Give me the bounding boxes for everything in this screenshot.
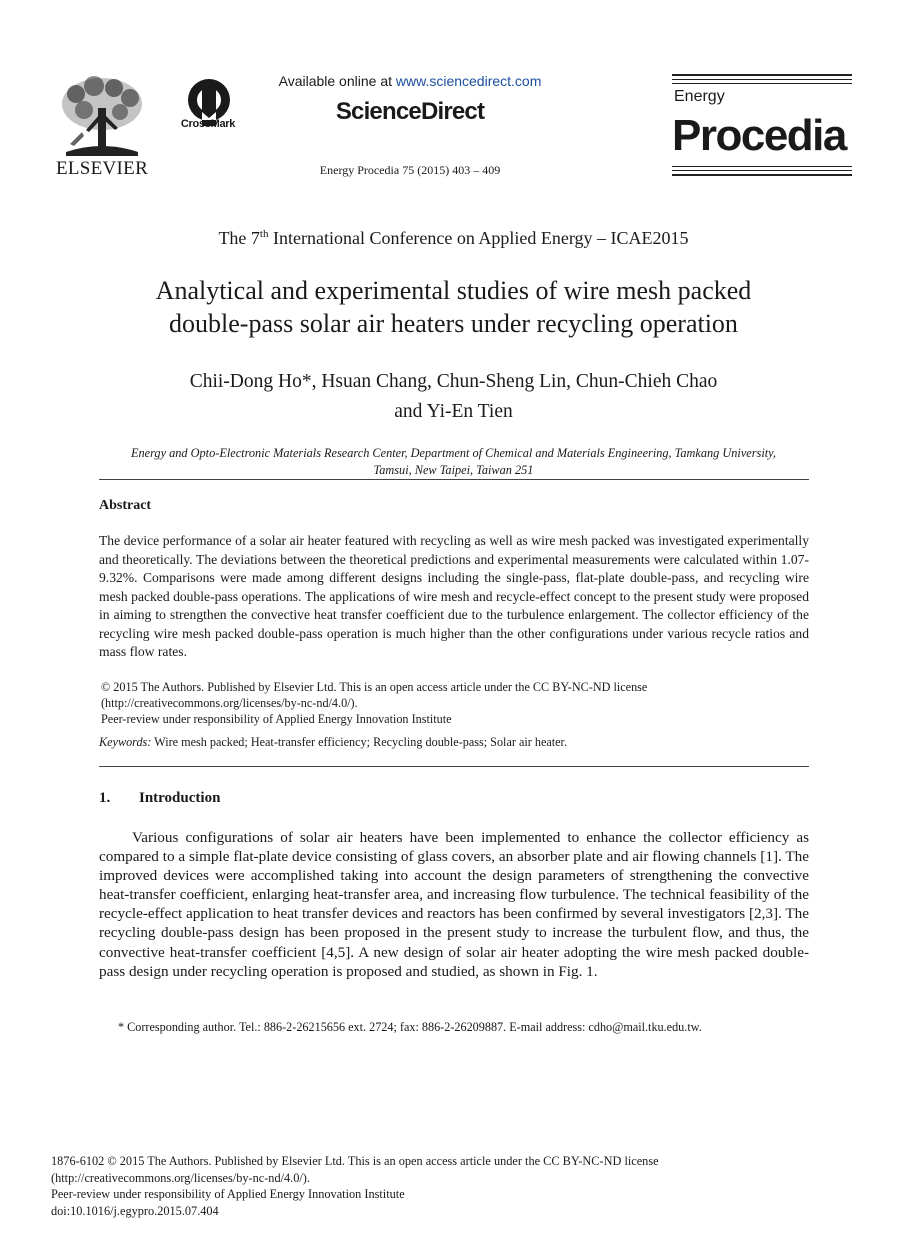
keywords bbox=[99, 735, 809, 750]
abstract-body: The device performance of a solar air heater featured with recycling as well as wire mesh packed was investigated experimentally and theoretically. The deviations between the theoretical predictions and experimental measurements were calculated within 1.07-9.32%. Comparisons were made among different designs including the single-pass, flat-plate double-pass, and recycling wire mesh packed double-pass operations. The applications of wire mesh and recycle-effect concept to the present study were proposed in aiming to strengthen the convective heat transfer coefficient due to the turbulence enlargement. The collector efficiency of the recycling wire mesh packed double-pass operation is much higher than the other configurations under various recycle ratios and mass flow rates. bbox=[99, 533, 809, 659]
author-line: Chii-Dong Ho*, Hsuan Chang, Chun-Sheng Lin, Chun-Chieh Chao bbox=[189, 371, 718, 392]
crossmark-label: CrossMark bbox=[180, 118, 236, 130]
footer-line: Peer-review under responsibility of Applied Energy Innovation Institute bbox=[51, 1187, 405, 1202]
title-line: double-pass solar air heaters under recycling operation bbox=[169, 309, 738, 338]
affiliation bbox=[98, 445, 809, 479]
copyright-line: © 2015 The Authors. Published by Elsevier Ltd. This is an open access article under the CC BY-NC-ND license bbox=[101, 680, 648, 694]
title-line: Analytical and experimental studies of wire mesh packed bbox=[155, 276, 752, 305]
available-prefix: Available online at bbox=[278, 73, 396, 89]
authors bbox=[100, 367, 807, 427]
logo-rule bbox=[672, 170, 852, 171]
journal-logo bbox=[672, 74, 852, 178]
affiliation-line: Tamsui, New Taipei, Taiwan 251 bbox=[373, 463, 534, 477]
abstract-heading: Abstract bbox=[99, 498, 152, 513]
sciencedirect-link[interactable]: www.sciencedirect.com bbox=[395, 73, 542, 89]
paper-title bbox=[100, 274, 807, 340]
section-heading bbox=[99, 790, 220, 807]
elsevier-logo bbox=[52, 74, 152, 178]
keywords-text: Wire mesh packed; Heat-transfer efficiency; Recycling double-pass; Solar air heater. bbox=[151, 735, 567, 749]
journal-logo-small: Energy bbox=[674, 88, 725, 105]
platform-name: ScienceDirect bbox=[335, 98, 485, 125]
section-number: 1. bbox=[99, 790, 111, 806]
section-title: Introduction bbox=[139, 790, 221, 806]
copyright-notice bbox=[101, 679, 801, 727]
footer-line: 1876-6102 © 2015 The Authors. Published by Elsevier Ltd. This is an open access article under the CC BY-NC-ND license bbox=[51, 1154, 659, 1168]
footer-license-link[interactable]: (http://creativecommons.org/licenses/by-nc-nd/4.0/). bbox=[51, 1170, 310, 1185]
license-link[interactable]: (http://creativecommons.org/licenses/by-nc-nd/4.0/). bbox=[101, 696, 358, 710]
affiliation-line: Energy and Opto-Electronic Materials Research Center, Department of Chemical and Materials Engineering, Tamkang University, bbox=[130, 446, 777, 460]
author-line: and Yi-En Tien bbox=[394, 401, 513, 422]
logo-rule bbox=[672, 83, 852, 84]
logo-rule bbox=[672, 166, 852, 167]
doi[interactable]: doi:10.1016/j.egypro.2015.07.404 bbox=[51, 1203, 219, 1218]
corresponding-author-note: * Corresponding author. Tel.: 886-2-26215656 ext. 2724; fax: 886-2-26209887. E-mail address: cdho@mail.tku.edu.tw. bbox=[118, 1020, 702, 1034]
logo-rule bbox=[672, 74, 852, 76]
keywords-label: Keywords: bbox=[99, 735, 152, 749]
logo-rule bbox=[672, 79, 852, 80]
journal-reference: Energy Procedia 75 (2015) 403 – 409 bbox=[319, 163, 501, 177]
available-online bbox=[240, 73, 580, 89]
journal-logo-big: Procedia bbox=[672, 111, 846, 160]
divider bbox=[99, 766, 809, 767]
logo-rule bbox=[672, 174, 852, 176]
conference-name: The 7th International Conference on Applied Energy – ICAE2015 bbox=[218, 228, 689, 248]
footer bbox=[51, 1153, 751, 1219]
intro-paragraph: Various configurations of solar air heaters have been implemented to enhance the collector efficiency as compared to a simple flat-plate device consisting of glass covers, an absorber plate and air flowing channels [1]. The improved devices were accomplished taking into account the design parameters of strengthening the convective heat-transfer coefficient, enlarging heat-transfer area, and increasing flow turbulence. The technical feasibility of the recycle-effect application to heat transfer devices and reactors has been confirmed by several investigators [2,3]. The recycling double-pass design has been proposed in the present study to increase the turbulent flow, and thus, the convective heat-transfer coefficient [4,5]. A new design of solar air heater adopting the wire mesh packed double-pass design under recycling operation is proposed and studied, as shown in Fig. 1. bbox=[99, 829, 809, 980]
elsevier-tree-icon bbox=[56, 74, 148, 156]
divider bbox=[99, 479, 809, 480]
publisher-name: ELSEVIER bbox=[55, 158, 149, 179]
copyright-line: Peer-review under responsibility of Applied Energy Innovation Institute bbox=[101, 712, 452, 726]
